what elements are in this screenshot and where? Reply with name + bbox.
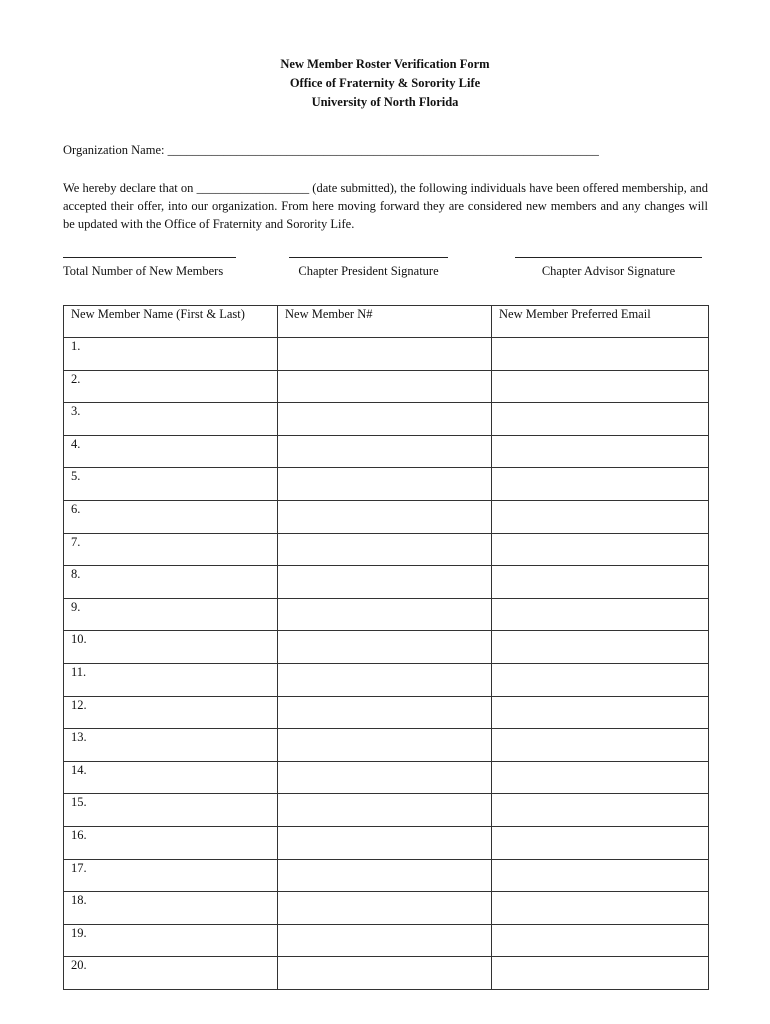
member-email-cell[interactable] bbox=[492, 468, 709, 501]
organization-name-label: Organization Name: bbox=[63, 143, 168, 157]
member-n-number-cell[interactable] bbox=[278, 957, 492, 990]
advisor-signature-label: Chapter Advisor Signature bbox=[541, 264, 676, 278]
member-email-cell[interactable] bbox=[492, 631, 709, 664]
organization-name-blank[interactable]: _____________________________________________________________________ bbox=[167, 143, 599, 157]
member-name-cell[interactable]: 10. bbox=[64, 631, 278, 664]
header-member-name: New Member Name (First & Last) bbox=[64, 306, 278, 338]
member-name-cell[interactable]: 20. bbox=[64, 957, 278, 990]
member-n-number-cell[interactable] bbox=[278, 663, 492, 696]
member-n-number-cell[interactable] bbox=[278, 826, 492, 859]
roster-header-row bbox=[64, 306, 709, 338]
member-n-number-cell[interactable] bbox=[278, 794, 492, 827]
member-name-cell[interactable]: 16. bbox=[64, 826, 278, 859]
member-n-number-cell[interactable] bbox=[278, 566, 492, 599]
member-name-cell[interactable]: 6. bbox=[64, 500, 278, 533]
member-name-cell[interactable]: 1. bbox=[64, 338, 278, 371]
member-n-number-cell[interactable] bbox=[278, 338, 492, 371]
member-name-cell[interactable]: 19. bbox=[64, 924, 278, 957]
declaration-text-start: We hereby declare that on bbox=[63, 181, 197, 195]
member-n-number-cell[interactable] bbox=[278, 435, 492, 468]
member-name-cell[interactable]: 18. bbox=[64, 892, 278, 925]
member-n-number-cell[interactable] bbox=[278, 598, 492, 631]
table-row bbox=[64, 729, 709, 762]
member-name-cell[interactable]: 13. bbox=[64, 729, 278, 762]
organization-name-line bbox=[63, 143, 599, 158]
table-row bbox=[64, 435, 709, 468]
member-name-cell[interactable]: 4. bbox=[64, 435, 278, 468]
form-title: New Member Roster Verification Form bbox=[280, 57, 490, 71]
member-n-number-cell[interactable] bbox=[278, 533, 492, 566]
table-row bbox=[64, 859, 709, 892]
member-email-cell[interactable] bbox=[492, 761, 709, 794]
table-row bbox=[64, 761, 709, 794]
declaration-paragraph bbox=[63, 179, 708, 233]
member-email-cell[interactable] bbox=[492, 598, 709, 631]
table-row bbox=[64, 631, 709, 664]
table-row bbox=[64, 500, 709, 533]
header-member-n-number: New Member N# bbox=[278, 306, 492, 338]
member-email-cell[interactable] bbox=[492, 370, 709, 403]
table-row bbox=[64, 533, 709, 566]
table-row bbox=[64, 566, 709, 599]
table-row bbox=[64, 370, 709, 403]
member-n-number-cell[interactable] bbox=[278, 729, 492, 762]
member-email-cell[interactable] bbox=[492, 338, 709, 371]
member-name-cell[interactable]: 5. bbox=[64, 468, 278, 501]
member-n-number-cell[interactable] bbox=[278, 859, 492, 892]
member-name-cell[interactable]: 11. bbox=[64, 663, 278, 696]
member-email-cell[interactable] bbox=[492, 696, 709, 729]
member-n-number-cell[interactable] bbox=[278, 500, 492, 533]
member-email-cell[interactable] bbox=[492, 566, 709, 599]
member-name-cell[interactable]: 17. bbox=[64, 859, 278, 892]
declaration-text-end: (date submitted), the following individuals have been offered membership, and accepted their offer, into our organization. From here moving forward they are considered new members and any changes will be updated with the Office of Fraternity and Sorority Life. bbox=[63, 181, 708, 231]
member-name-cell[interactable]: 9. bbox=[64, 598, 278, 631]
member-n-number-cell[interactable] bbox=[278, 370, 492, 403]
total-members-rule bbox=[63, 257, 236, 258]
total-members-label: Total Number of New Members bbox=[63, 264, 224, 278]
member-name-cell[interactable]: 14. bbox=[64, 761, 278, 794]
member-n-number-cell[interactable] bbox=[278, 696, 492, 729]
table-row bbox=[64, 826, 709, 859]
member-n-number-cell[interactable] bbox=[278, 468, 492, 501]
member-email-cell[interactable] bbox=[492, 826, 709, 859]
member-n-number-cell[interactable] bbox=[278, 892, 492, 925]
advisor-signature-rule bbox=[515, 257, 702, 258]
member-name-cell[interactable]: 8. bbox=[64, 566, 278, 599]
member-name-cell[interactable]: 12. bbox=[64, 696, 278, 729]
president-signature-rule bbox=[289, 257, 448, 258]
member-email-cell[interactable] bbox=[492, 729, 709, 762]
office-name: Office of Fraternity & Sorority Life bbox=[289, 76, 481, 90]
member-n-number-cell[interactable] bbox=[278, 631, 492, 664]
header-member-email: New Member Preferred Email bbox=[492, 306, 709, 338]
member-email-cell[interactable] bbox=[492, 892, 709, 925]
member-email-cell[interactable] bbox=[492, 435, 709, 468]
member-n-number-cell[interactable] bbox=[278, 403, 492, 436]
table-row bbox=[64, 663, 709, 696]
table-row bbox=[64, 468, 709, 501]
member-email-cell[interactable] bbox=[492, 859, 709, 892]
form-header bbox=[0, 55, 770, 112]
university-name: University of North Florida bbox=[311, 95, 459, 109]
member-email-cell[interactable] bbox=[492, 924, 709, 957]
president-signature-field[interactable] bbox=[289, 257, 448, 279]
member-email-cell[interactable] bbox=[492, 794, 709, 827]
member-n-number-cell[interactable] bbox=[278, 924, 492, 957]
member-name-cell[interactable]: 15. bbox=[64, 794, 278, 827]
member-email-cell[interactable] bbox=[492, 957, 709, 990]
table-row bbox=[64, 892, 709, 925]
member-email-cell[interactable] bbox=[492, 533, 709, 566]
president-signature-label: Chapter President Signature bbox=[298, 264, 439, 278]
table-row bbox=[64, 924, 709, 957]
table-row bbox=[64, 957, 709, 990]
table-row bbox=[64, 403, 709, 436]
table-row bbox=[64, 338, 709, 371]
table-row bbox=[64, 794, 709, 827]
date-submitted-blank[interactable]: __________________ bbox=[196, 181, 310, 195]
member-email-cell[interactable] bbox=[492, 403, 709, 436]
roster-table bbox=[63, 305, 709, 990]
table-row bbox=[64, 696, 709, 729]
member-email-cell[interactable] bbox=[492, 500, 709, 533]
advisor-signature-field[interactable] bbox=[515, 257, 702, 279]
member-name-cell[interactable]: 7. bbox=[64, 533, 278, 566]
member-email-cell[interactable] bbox=[492, 663, 709, 696]
member-n-number-cell[interactable] bbox=[278, 761, 492, 794]
member-name-cell[interactable]: 2. bbox=[64, 370, 278, 403]
total-members-field[interactable] bbox=[63, 257, 236, 279]
table-row bbox=[64, 598, 709, 631]
member-name-cell[interactable]: 3. bbox=[64, 403, 278, 436]
